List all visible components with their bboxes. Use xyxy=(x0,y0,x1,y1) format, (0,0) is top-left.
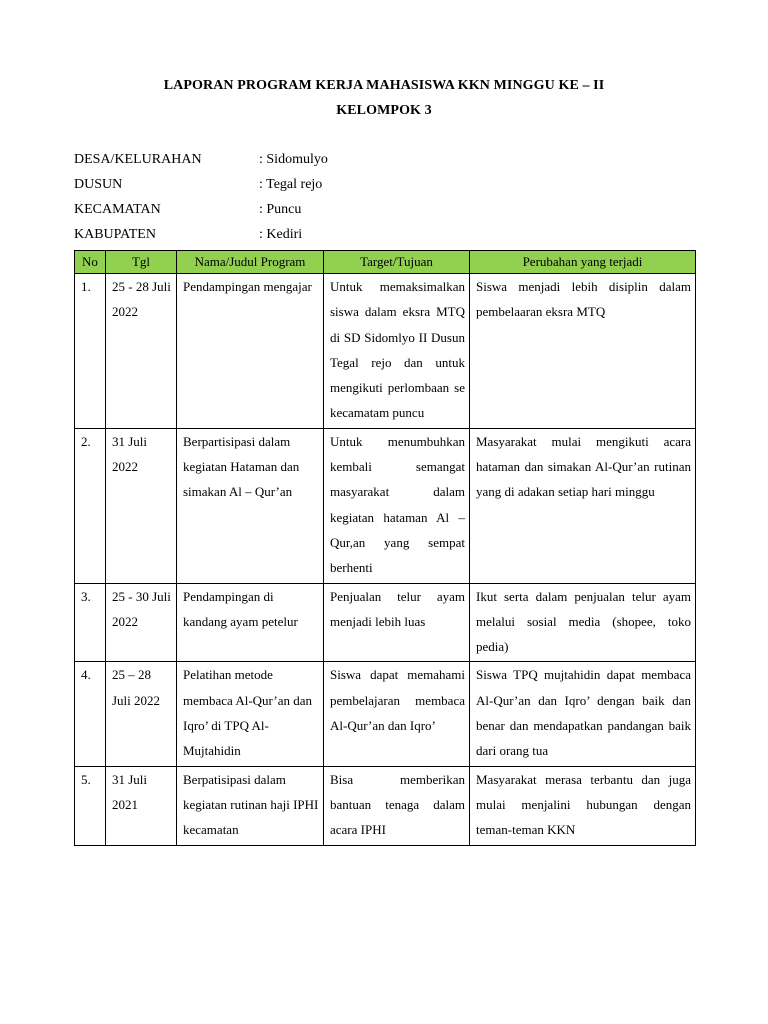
cell-tgl: 25 - 30 Juli 2022 xyxy=(106,583,177,662)
report-title: LAPORAN PROGRAM KERJA MAHASISWA KKN MINGGU KE – II xyxy=(163,78,605,93)
info-row-dusun xyxy=(74,177,474,202)
table-header-row xyxy=(75,251,696,274)
cell-program: Pelatihan metode membaca Al-Qur’an dan Iqro’ di TPQ Al-Mujtahidin xyxy=(177,662,324,766)
cell-program: Berpatisipasi dalam kegiatan rutinan haji IPHI kecamatan xyxy=(177,766,324,845)
table-row xyxy=(75,662,696,766)
cell-tgl: 31 Juli 2022 xyxy=(106,428,177,583)
table-row xyxy=(75,766,696,845)
group-title: KELOMPOK 3 xyxy=(336,103,432,118)
cell-no: 1. xyxy=(75,274,106,429)
table-row xyxy=(75,274,696,429)
cell-perubahan: Masyarakat merasa terbantu dan juga mulai menjalini hubungan dengan teman-teman KKN xyxy=(470,766,696,845)
cell-perubahan: Siswa TPQ mujtahidin dapat membaca Al-Qur’an dan Iqro’ dengan baik dan benar dan mendapatkan pandangan baik dari orang tua xyxy=(470,662,696,766)
cell-program: Pendampingan mengajar xyxy=(177,274,324,429)
program-table xyxy=(74,250,696,846)
info-value: : Kediri xyxy=(259,227,303,242)
col-header-perubahan: Perubahan yang terjadi xyxy=(470,251,696,274)
cell-perubahan: Ikut serta dalam penjualan telur ayam melalui sosial media (shopee, toko pedia) xyxy=(470,583,696,662)
info-value: : Tegal rejo xyxy=(259,177,323,192)
cell-perubahan: Siswa menjadi lebih disiplin dalam pembelaaran eksra MTQ xyxy=(470,274,696,429)
col-header-target: Target/Tujuan xyxy=(324,251,470,274)
table-row xyxy=(75,583,696,662)
col-header-no: No xyxy=(75,251,106,274)
cell-tgl: 25 - 28 Juli 2022 xyxy=(106,274,177,429)
table-row xyxy=(75,428,696,583)
cell-tgl: 31 Juli 2021 xyxy=(106,766,177,845)
info-label: KABUPATEN xyxy=(74,227,156,242)
info-label: DUSUN xyxy=(74,177,123,192)
cell-no: 5. xyxy=(75,766,106,845)
cell-program: Pendampingan di kandang ayam petelur xyxy=(177,583,324,662)
info-row-kecamatan xyxy=(74,202,474,227)
cell-target: Bisa memberikan bantuan tenaga dalam acara IPHI xyxy=(324,766,470,845)
cell-tgl: 25 – 28 Juli 2022 xyxy=(106,662,177,766)
cell-perubahan: Masyarakat mulai mengikuti acara hataman dan simakan Al-Qur’an rutinan yang di adakan setiap hari minggu xyxy=(470,428,696,583)
info-value: : Sidomulyo xyxy=(259,152,328,167)
info-row-desa xyxy=(74,152,474,177)
cell-target: Untuk menumbuhkan kembali semangat masyarakat dalam kegiatan hataman Al –Qur,an yang sempat berhenti xyxy=(324,428,470,583)
col-header-program: Nama/Judul Program xyxy=(177,251,324,274)
info-row-kabupaten xyxy=(74,227,474,252)
cell-no: 4. xyxy=(75,662,106,766)
cell-program: Berpartisipasi dalam kegiatan Hataman dan simakan Al – Qur’an xyxy=(177,428,324,583)
info-value: : Puncu xyxy=(259,202,302,217)
col-header-tgl: Tgl xyxy=(106,251,177,274)
cell-target: Penjualan telur ayam menjadi lebih luas xyxy=(324,583,470,662)
cell-no: 3. xyxy=(75,583,106,662)
cell-target: Untuk memaksimalkan siswa dalam eksra MTQ di SD Sidomlyo II Dusun Tegal rejo dan untuk mengikuti perlombaan se kecamatam puncu xyxy=(324,274,470,429)
cell-target: Siswa dapat memahami pembelajaran membaca Al-Qur’an dan Iqro’ xyxy=(324,662,470,766)
info-label: KECAMATAN xyxy=(74,202,161,217)
cell-no: 2. xyxy=(75,428,106,583)
info-label: DESA/KELURAHAN xyxy=(74,152,202,167)
